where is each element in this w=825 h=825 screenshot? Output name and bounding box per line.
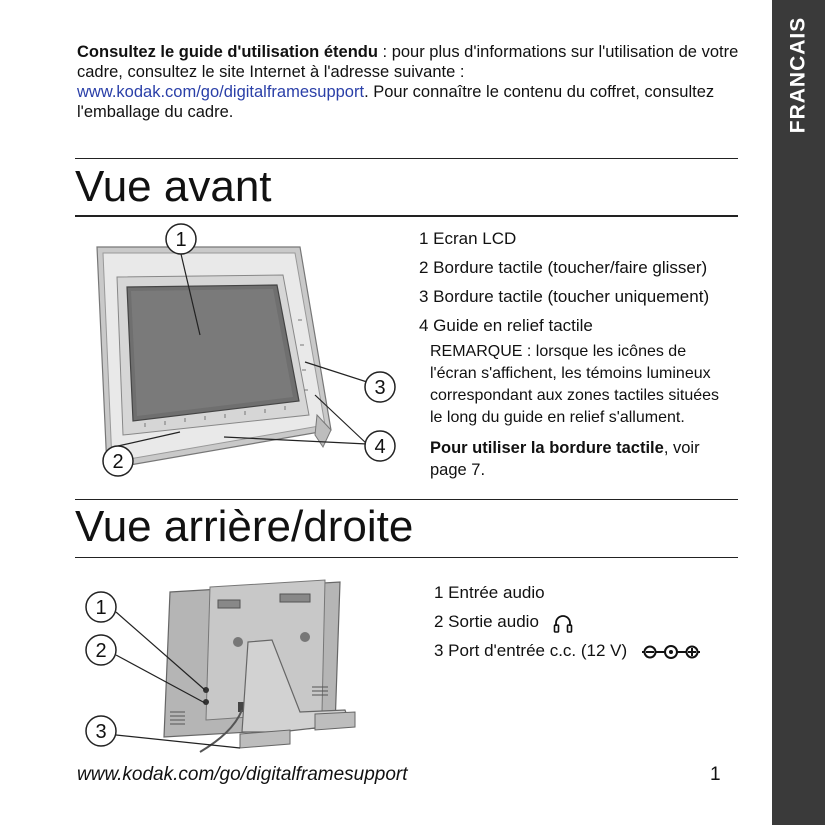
callout-number-4: 4 — [374, 436, 386, 458]
language-label: FRANCAIS — [786, 16, 810, 134]
rear-view-heading: Vue arrière/droite — [75, 502, 414, 551]
support-link[interactable]: www.kodak.com/go/digitalframesupport — [77, 83, 365, 101]
rear-callout-number-1: 1 — [95, 597, 107, 619]
rear-item-audio-in: 1 Entrée audio — [434, 583, 545, 602]
front-view-heading: Vue avant — [75, 162, 272, 211]
front-item-touch-slide: 2 Bordure tactile (toucher/faire glisser) — [419, 258, 708, 277]
intro-text-before-link: : pour plus d'informations sur l'utilisation de votre cadre, consultez le site Internet à l'adresse suivante : — [77, 43, 739, 81]
callout-number-3: 3 — [374, 377, 386, 399]
rear-callout-line-3 — [116, 735, 240, 748]
intro-bold-lead: Consultez le guide d'utilisation étendu — [77, 43, 378, 61]
rear-callout-line-1 — [116, 612, 205, 690]
rear-item-dc-in-label: 3 Port d'entrée c.c. (12 V) — [434, 641, 628, 660]
front-item-lcd: 1 Ecran LCD — [419, 229, 517, 248]
rear-callout-number-3: 3 — [95, 721, 107, 743]
page-number: 1 — [710, 764, 721, 785]
rear-item-audio-out — [434, 607, 702, 636]
front-item-relief-guide: 4 Guide en relief tactile — [419, 316, 593, 335]
rear-view-list — [434, 578, 702, 665]
usage-bold: Pour utiliser la bordure tactile — [430, 439, 664, 457]
rear-item-audio-out-label: 2 Sortie audio — [434, 612, 539, 631]
front-note: REMARQUE : lorsque les icônes de l'écran s'affichent, les témoins lumineux correspondant aux zones tactiles situées le long du guide en relief s'allument. — [430, 343, 720, 426]
dc-polarity-icon — [640, 642, 702, 662]
front-item-touch-only: 3 Bordure tactile (toucher uniquement) — [419, 287, 710, 306]
rear-callout-number-2: 2 — [95, 640, 107, 662]
headphones-icon — [552, 612, 574, 634]
callout-number-2: 2 — [112, 451, 124, 473]
footer-url: www.kodak.com/go/digitalframesupport — [77, 764, 408, 785]
rear-item-dc-in — [434, 636, 702, 665]
intro-text-after-link: . Pour connaître le contenu du coffret, consultez l'emballage du cadre. — [77, 83, 715, 121]
usage-rest: , voir page 7. — [430, 439, 700, 479]
callout-number-1: 1 — [175, 229, 187, 251]
